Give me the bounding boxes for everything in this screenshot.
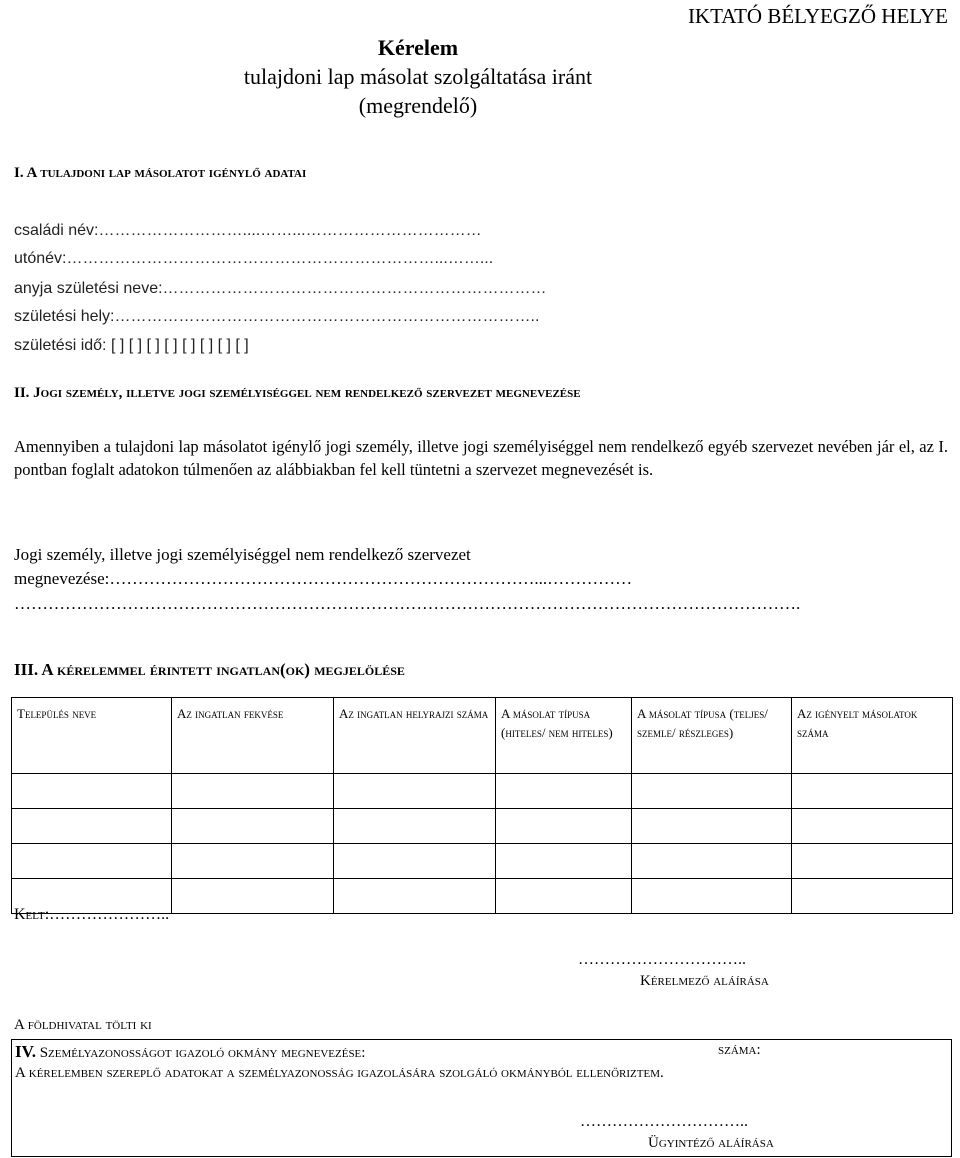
table-cell[interactable] [792,774,953,809]
table-cell[interactable] [334,844,496,879]
birth-place-field[interactable]: születési hely:…………………………………………………………………….. [14,308,540,325]
table-cell[interactable] [792,809,953,844]
table-cell[interactable] [496,879,632,914]
table-row [12,809,953,844]
table-cell[interactable] [496,774,632,809]
office-use-box [11,1039,952,1157]
table-cell[interactable] [632,809,792,844]
property-table [11,697,953,914]
table-cell[interactable] [334,809,496,844]
section-4-number: IV. [15,1042,36,1061]
organization-name-continuation[interactable]: …………………………………………………………………………………………………………………………. [14,594,801,613]
organization-name-field[interactable]: Jogi személy, illetve jogi személyiséggel nem rendelkező szervezet megnevezése:…………………………………………………………………...…………… [14,545,633,588]
office-use-label: A földhivatal tölti ki [14,1017,152,1033]
verification-statement: A kérelemben szereplő adatokat a személyazonosság igazolására szolgáló okmányból ellenőriztem. [15,1065,664,1081]
family-name-field[interactable]: családi név:………………………....……...…………………………… [14,222,482,239]
table-cell[interactable] [792,844,953,879]
id-document-field[interactable] [15,1042,365,1062]
applicant-signature-label: Kérelmező aláírása [640,973,769,989]
clerk-signature-label: Ügyintéző aláírása [648,1135,774,1151]
table-cell[interactable] [334,774,496,809]
id-document-label: Személyazonosságot igazoló okmány megnevezése: [39,1045,366,1061]
table-cell[interactable] [632,774,792,809]
table-cell[interactable] [334,879,496,914]
form-title: Kérelem [377,35,459,60]
table-cell[interactable] [632,879,792,914]
table-cell[interactable] [172,844,334,879]
table-cell[interactable] [172,879,334,914]
id-number-label: száma: [718,1042,761,1058]
date-field[interactable]: Kelt:………………….. [14,906,170,923]
header-copy-type-scope: A másolat típusa (teljes/ szemle/ részleges) [632,698,792,774]
table-cell[interactable] [792,879,953,914]
header-copy-type-certified: A másolat típusa (hiteles/ nem hiteles) [496,698,632,774]
section-1-title: I. A tulajdoni lap másolatot igénylő adatai [14,165,307,181]
table-cell[interactable] [496,844,632,879]
table-cell[interactable] [12,774,172,809]
mother-birth-name-field[interactable]: anyja születési neve:……………………………………………………………… [14,280,547,297]
given-name-field[interactable]: utónév:……………………………………………………………...……... [14,250,494,267]
stamp-placeholder: IKTATÓ BÉLYEGZŐ HELYE [687,4,948,28]
table-cell[interactable] [172,809,334,844]
table-cell[interactable] [12,809,172,844]
table-row [12,774,953,809]
birth-date-field[interactable]: születési idő: [ ] [ ] [ ] [ ] [ ] [ ] [ ] [ ] [14,337,249,354]
table-cell[interactable] [172,774,334,809]
table-cell[interactable] [632,844,792,879]
applicant-signature-line[interactable]: ………………………….. [578,951,746,968]
section-2-paragraph: Amennyiben a tulajdoni lap másolatot igénylő jogi személy, illetve jogi személyiséggel nem rendelkező egyéb szervezet nevében jár el, az I. pontban foglalt adatokon túlmenően az alábbiakban fel kell tüntetni a szervezet megnevezését is. [14,437,948,479]
table-row [12,844,953,879]
header-copy-count: Az igényelt másolatok száma [792,698,953,774]
table-cell[interactable] [496,809,632,844]
header-settlement-name: Település neve [12,698,172,774]
section-2-title: II. Jogi személy, illetve jogi személyiséggel nem rendelkező szervezet megnevezése [14,385,581,401]
section-3-title: III. A kérelemmel érintett ingatlan(ok) megjelölése [14,660,405,679]
form-subtitle-line2: (megrendelő) [358,93,478,118]
clerk-signature-line[interactable]: ………………………….. [580,1113,748,1130]
title-block [233,33,603,120]
table-cell[interactable] [12,844,172,879]
header-lot-number: Az ingatlan helyrajzi száma [334,698,496,774]
form-subtitle-line1: tulajdoni lap másolat szolgáltatása iránt [243,64,593,89]
table-header-row [12,698,953,774]
header-property-location: Az ingatlan fekvése [172,698,334,774]
